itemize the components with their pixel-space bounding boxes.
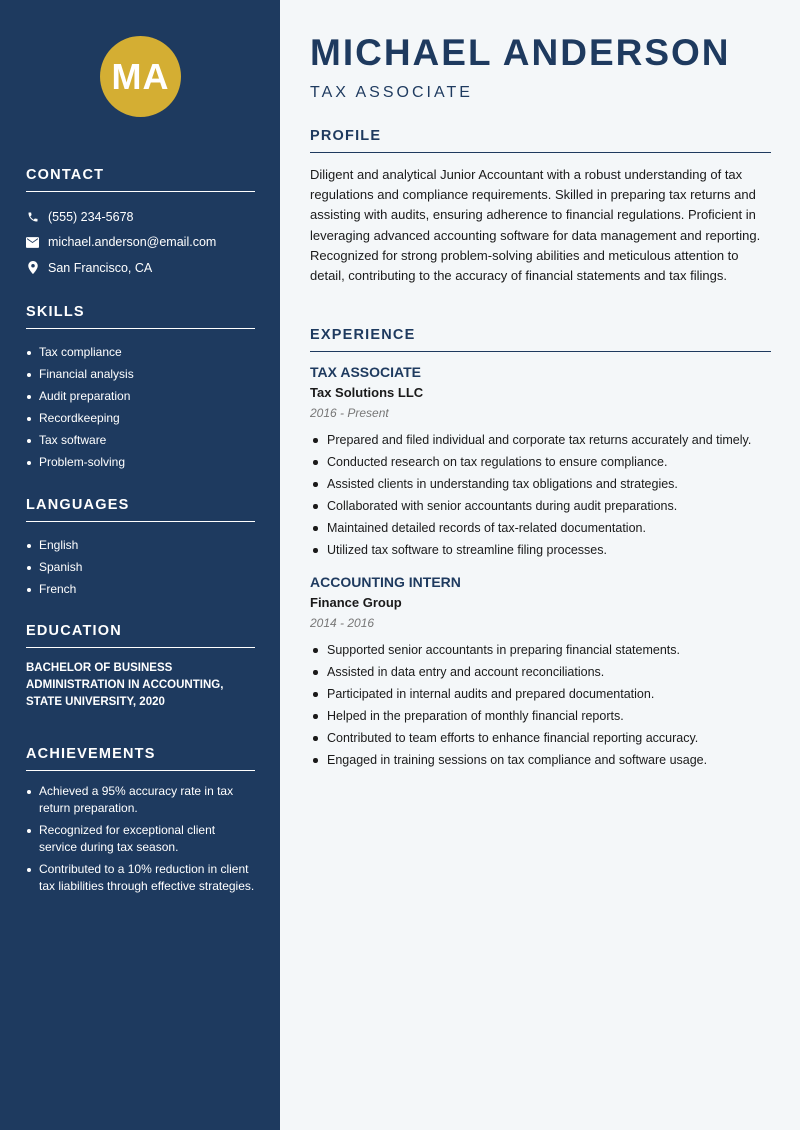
education-line: BACHELOR OF BUSINESS bbox=[26, 662, 173, 674]
job-bullets bbox=[310, 429, 771, 561]
languages-heading: LANGUAGES bbox=[26, 497, 255, 522]
job-bullet: Collaborated with senior accountants during audit preparations. bbox=[310, 495, 771, 517]
job-bullet: Engaged in training sessions on tax compliance and software usage. bbox=[310, 749, 771, 771]
location-text: San Francisco, CA bbox=[48, 260, 153, 275]
profile-heading: PROFILE bbox=[310, 128, 771, 153]
job-bullet: Assisted clients in understanding tax obligations and strategies. bbox=[310, 473, 771, 495]
candidate-name: MICHAEL ANDERSON bbox=[310, 32, 731, 73]
job-bullet: Contributed to team efforts to enhance financial reporting accuracy. bbox=[310, 727, 771, 749]
job-title: TAX ASSOCIATE bbox=[310, 364, 421, 380]
job-bullets bbox=[310, 639, 771, 771]
avatar-initials: MA bbox=[111, 55, 170, 97]
skill-item: Audit preparation bbox=[26, 385, 255, 407]
skill-item: Problem-solving bbox=[26, 451, 255, 473]
achievement-item: Contributed to a 10% reduction in client tax liabilities through effective strategies. bbox=[26, 861, 255, 895]
education-line: ADMINISTRATION IN ACCOUNTING, bbox=[26, 679, 224, 691]
achievement-item: Recognized for exceptional client service during tax season. bbox=[26, 822, 255, 856]
phone-text: (555) 234-5678 bbox=[48, 209, 134, 224]
language-item: Spanish bbox=[26, 556, 255, 578]
experience-heading: EXPERIENCE bbox=[310, 327, 771, 352]
job-company: Finance Group bbox=[310, 595, 402, 610]
skill-item: Recordkeeping bbox=[26, 407, 255, 429]
profile-text: Diligent and analytical Junior Accountant with a robust understanding of tax regulations and compliance requirements. Skilled in preparing tax returns and assisting with audits, ensuring adherence to financial regulations. Proficient in leveraging advanced accounting software for data management and reporting. Recognized for strong problem-solving abilities and meticulous attention to detail, contributing to the accuracy of financial statements and tax filings. bbox=[310, 167, 761, 284]
achievements-section bbox=[26, 746, 255, 900]
skill-item: Financial analysis bbox=[26, 363, 255, 385]
skills-heading: SKILLS bbox=[26, 304, 255, 329]
avatar bbox=[100, 36, 181, 117]
sidebar bbox=[0, 0, 280, 1130]
email-text: michael.anderson@email.com bbox=[48, 235, 217, 250]
job-company: Tax Solutions LLC bbox=[310, 385, 424, 400]
contact-phone bbox=[26, 204, 255, 230]
job-bullet: Helped in the preparation of monthly financial reports. bbox=[310, 705, 771, 727]
job-entry bbox=[310, 574, 771, 771]
languages-section bbox=[26, 497, 255, 600]
languages-list bbox=[26, 534, 255, 600]
contact-section bbox=[26, 167, 255, 281]
skill-item: Tax compliance bbox=[26, 341, 255, 363]
achievements-list bbox=[26, 783, 255, 895]
phone-icon bbox=[26, 210, 39, 223]
skills-list bbox=[26, 341, 255, 473]
skill-item: Tax software bbox=[26, 429, 255, 451]
achievement-item: Achieved a 95% accuracy rate in tax return preparation. bbox=[26, 783, 255, 817]
job-bullet: Prepared and filed individual and corporate tax returns accurately and timely. bbox=[310, 429, 771, 451]
experience-section bbox=[310, 327, 771, 771]
job-bullet: Conducted research on tax regulations to ensure compliance. bbox=[310, 451, 771, 473]
skills-section bbox=[26, 304, 255, 473]
job-bullet: Supported senior accountants in preparing financial statements. bbox=[310, 639, 771, 661]
education-section bbox=[26, 623, 255, 711]
job-bullet: Utilized tax software to streamline filing processes. bbox=[310, 539, 771, 561]
education-line: STATE UNIVERSITY, 2020 bbox=[26, 696, 165, 708]
education-entry bbox=[26, 660, 255, 711]
email-icon bbox=[26, 236, 39, 249]
job-entry bbox=[310, 364, 771, 561]
education-heading: EDUCATION bbox=[26, 623, 255, 648]
location-pin-icon bbox=[26, 261, 39, 274]
contact-email bbox=[26, 230, 255, 256]
language-item: French bbox=[26, 578, 255, 600]
job-bullet: Assisted in data entry and account reconciliations. bbox=[310, 661, 771, 683]
profile-section bbox=[310, 128, 771, 286]
achievements-heading: ACHIEVEMENTS bbox=[26, 746, 255, 771]
job-dates: 2016 - Present bbox=[310, 406, 389, 420]
job-bullet: Participated in internal audits and prepared documentation. bbox=[310, 683, 771, 705]
job-title: ACCOUNTING INTERN bbox=[310, 574, 461, 590]
contact-heading: CONTACT bbox=[26, 167, 255, 192]
job-bullet: Maintained detailed records of tax-related documentation. bbox=[310, 517, 771, 539]
contact-location bbox=[26, 255, 255, 281]
job-dates: 2014 - 2016 bbox=[310, 616, 375, 630]
language-item: English bbox=[26, 534, 255, 556]
candidate-role: TAX ASSOCIATE bbox=[310, 84, 473, 101]
